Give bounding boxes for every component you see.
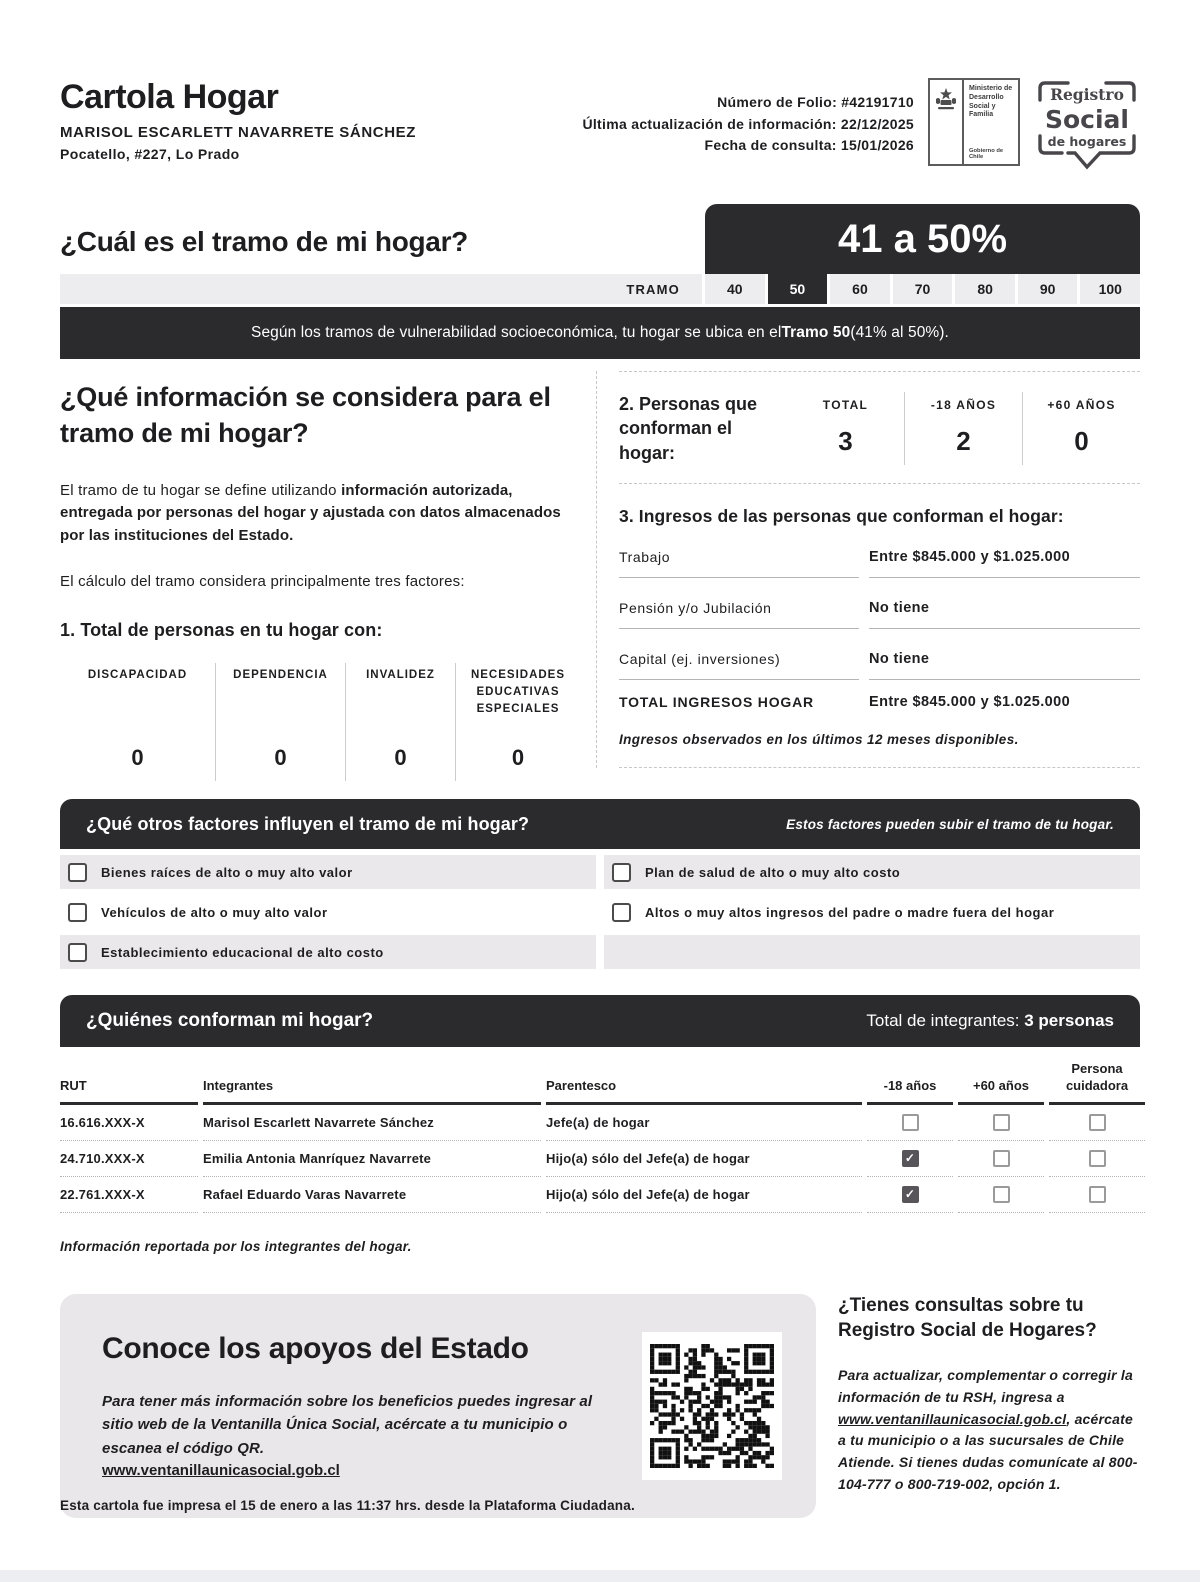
member-over60-cell — [958, 1177, 1044, 1213]
member-rut: 16.616.XXX-X — [60, 1105, 198, 1141]
member-over60-cell — [958, 1105, 1044, 1141]
tramo-range-badge: 41 a 50% — [705, 204, 1140, 274]
members-heading: ¿Quiénes conforman mi hogar? — [86, 1010, 374, 1032]
checkbox-under18[interactable] — [902, 1186, 919, 1203]
header — [60, 78, 1140, 174]
member-under18-cell — [867, 1141, 953, 1177]
income-total-value: Entre $845.000 y $1.025.000 — [869, 693, 1071, 710]
folio-number: Número de Folio: #42191710 — [717, 94, 914, 110]
contact-heading: ¿Tienes consultas sobre tu Registro Social de Hogares? — [838, 1294, 1097, 1341]
stat-label: +60 AÑOS — [1047, 398, 1116, 412]
members-total-prefix: Total de integrantes: — [866, 1011, 1025, 1031]
factor-item-label: Establecimiento educacional de alto costo — [101, 944, 384, 960]
tramo-scale-cells — [705, 274, 1140, 304]
income-value: Entre $845.000 y $1.025.000 — [869, 541, 1140, 578]
tramo-cell-80: 80 — [955, 274, 1015, 304]
last-update: Última actualización de información: 22/12/2025 — [582, 115, 914, 132]
banner-text-prefix: Según los tramos de vulnerabilidad socioeconómica, tu hogar se ubica en el — [251, 324, 782, 341]
supports-link[interactable]: www.ventanillaunicasocial.gob.cl — [102, 1461, 340, 1479]
factor-value: 0 — [274, 745, 287, 771]
tramo-cell-60: 60 — [830, 274, 890, 304]
factor-item-label: Plan de salud de alto o muy alto costo — [645, 864, 901, 880]
col-header-over60: +60 años — [958, 1047, 1044, 1105]
tramo-cell-100: 100 — [1080, 274, 1140, 304]
stat-label: TOTAL — [822, 398, 869, 412]
tramo-cell-70: 70 — [893, 274, 953, 304]
members-note: Información reportada por los integrantes del hogar. — [60, 1238, 412, 1254]
other-factors-heading: ¿Qué otros factores influyen el tramo de mi hogar? — [86, 813, 530, 834]
info-heading: ¿Qué información se considera para el tramo de mi hogar? — [60, 382, 551, 449]
page-title: Cartola Hogar — [60, 78, 279, 116]
income-row-pension — [619, 592, 1140, 629]
stat-value: 0 — [1074, 426, 1089, 456]
member-under18-cell — [867, 1105, 953, 1141]
contact-paragraph — [838, 1365, 1140, 1495]
income-row-capital — [619, 643, 1140, 680]
col-header-rut: RUT — [60, 1047, 198, 1105]
income-label: Capital (ej. inversiones) — [619, 643, 859, 680]
factor-item-label: Altos o muy altos ingresos del padre o madre fuera del hogar — [645, 904, 1055, 920]
info-paragraph-normal: El tramo de tu hogar se define utilizando — [60, 481, 342, 499]
checkbox-under18[interactable] — [902, 1114, 919, 1131]
info-column-right — [596, 371, 1140, 768]
factor-necesidades-educativas — [455, 663, 580, 781]
registro-social-logo — [1034, 78, 1140, 174]
income-total-row — [619, 686, 1140, 722]
factor-value: 0 — [511, 745, 525, 771]
member-name: Marisol Escarlett Navarrete Sánchez — [203, 1105, 541, 1141]
tramo-cell-40: 40 — [705, 274, 765, 304]
tramo-section — [60, 204, 1140, 274]
folio-meta — [582, 78, 914, 157]
checkbox-caregiver[interactable] — [1089, 1150, 1106, 1167]
svg-text:de hogares: de hogares — [1047, 134, 1127, 149]
bottom-section — [60, 1294, 1140, 1518]
qr-code — [642, 1332, 782, 1480]
stat-value: 3 — [838, 426, 853, 456]
member-rut: 22.761.XXX-X — [60, 1177, 198, 1213]
income-section — [619, 484, 1140, 768]
income-total-label: TOTAL INGRESOS HOGAR — [619, 693, 814, 710]
supports-heading: Conoce los apoyos del Estado — [102, 1332, 529, 1365]
contact-text-after: , acércate a tu municipio o a las sucursales de Chile Atiende. Si tienes dudas comunícate al 800-104-777 o 800-719-002, opción 1. — [838, 1410, 1138, 1492]
members-header — [60, 995, 1140, 1047]
factor-item-vehiculos — [60, 895, 596, 929]
ministry-name: Ministerio de Desarrollo Social y Familia — [969, 85, 1013, 119]
gobierno-de-chile-label: Gobierno de Chile — [969, 148, 1004, 160]
chile-coat-of-arms-icon — [930, 80, 964, 164]
supports-text-block — [102, 1332, 642, 1480]
factor-label: INVALIDEZ — [366, 669, 435, 682]
other-factors-subheading: Estos factores pueden subir el tramo de tu hogar. — [786, 816, 1114, 832]
col-header-integrantes: Integrantes — [203, 1047, 541, 1105]
factor-dependencia — [215, 663, 345, 781]
stat-label: -18 AÑOS — [930, 398, 997, 412]
tramo-banner — [60, 307, 1140, 359]
income-label: Pensión y/o Jubilación — [619, 592, 859, 629]
ministry-logo-text-block — [964, 80, 1018, 164]
checkbox-caregiver[interactable] — [1089, 1186, 1106, 1203]
tramo-cell-50-selected: 50 — [768, 274, 828, 304]
income-heading: 3. Ingresos de las personas que conforman el hogar: — [619, 505, 1064, 526]
income-row-trabajo — [619, 541, 1140, 578]
supports-card — [60, 1294, 816, 1518]
income-value: No tiene — [869, 643, 1140, 680]
member-relation: Hijo(a) sólo del Jefe(a) de hogar — [546, 1177, 862, 1213]
members-total-count: 3 personas — [1024, 1011, 1114, 1031]
checkbox-over60[interactable] — [993, 1114, 1010, 1131]
member-caregiver-cell — [1049, 1141, 1145, 1177]
tramo-question: ¿Cuál es el tramo de mi hogar? — [60, 226, 468, 257]
stat-over-60 — [1022, 392, 1140, 465]
factor-value: 0 — [394, 745, 407, 771]
member-relation: Jefe(a) de hogar — [546, 1105, 862, 1141]
bottom-gray-bar — [0, 1570, 1200, 1582]
banner-text-suffix: (41% al 50%). — [850, 324, 949, 341]
col-header-cuidadora: Persona cuidadora — [1049, 1047, 1145, 1105]
banner-text-bold: Tramo 50 — [781, 324, 851, 341]
stat-total — [787, 392, 904, 465]
income-note: Ingresos observados en los últimos 12 meses disponibles. — [619, 731, 1019, 747]
header-left — [60, 78, 416, 162]
checkbox-bienes-raices[interactable] — [68, 863, 87, 882]
member-caregiver-cell — [1049, 1105, 1145, 1141]
print-footer-note: Esta cartola fue impresa el 15 de enero a las 11:37 hrs. desde la Plataforma Ciudadana. — [60, 1498, 635, 1513]
stat-value: 2 — [956, 426, 971, 456]
member-name: Rafael Eduardo Varas Navarrete — [203, 1177, 541, 1213]
info-columns — [60, 371, 1140, 781]
checkbox-caregiver[interactable] — [1089, 1114, 1106, 1131]
svg-text:Registro: Registro — [1050, 85, 1124, 104]
checkbox-under18[interactable] — [902, 1150, 919, 1167]
ministry-logo — [928, 78, 1020, 166]
factor-item-bienes-raices — [60, 855, 596, 889]
disability-factors-grid — [60, 663, 580, 781]
members-table — [60, 1047, 1140, 1213]
member-over60-cell — [958, 1141, 1044, 1177]
checkbox-establecimiento[interactable] — [68, 943, 87, 962]
household-counts-section — [619, 371, 1140, 484]
income-label: Trabajo — [619, 541, 859, 578]
factor-item-plan-salud — [604, 855, 1140, 889]
holder-name: MARISOL ESCARLETT NAVARRETE SÁNCHEZ — [60, 124, 417, 141]
contact-block — [838, 1294, 1140, 1496]
info-paragraph — [60, 480, 580, 548]
factor-label: NECESIDADES EDUCATIVAS ESPECIALES — [470, 669, 566, 715]
factor-invalidez — [345, 663, 455, 781]
tramo-scale — [60, 274, 1140, 304]
info-column-left — [60, 371, 580, 781]
contact-text-before: Para actualizar, complementar o corregir la información de tu RSH, ingresa a — [838, 1367, 1133, 1405]
members-section — [60, 995, 1140, 1254]
factor-1-heading: 1. Total de personas en tu hogar con: — [60, 620, 383, 641]
tramo-scale-label: TRAMO — [60, 274, 702, 304]
other-factors-header — [60, 799, 1140, 849]
factor-value: 0 — [131, 745, 144, 771]
factor-item-label: Bienes raíces de alto o muy alto valor — [101, 864, 353, 880]
member-under18-cell — [867, 1177, 953, 1213]
checkbox-altos-ingresos[interactable] — [612, 903, 631, 922]
checkbox-over60[interactable] — [993, 1186, 1010, 1203]
member-name: Emilia Antonia Manríquez Navarrete — [203, 1141, 541, 1177]
factor-item-label: Vehículos de alto o muy alto valor — [101, 904, 328, 920]
checkbox-plan-salud[interactable] — [612, 863, 631, 882]
other-factors-section — [60, 799, 1140, 969]
member-caregiver-cell — [1049, 1177, 1145, 1213]
info-paragraph-2: El cálculo del tramo considera principalmente tres factores: — [60, 573, 465, 591]
svg-text:Social: Social — [1044, 105, 1130, 134]
factor-label: DISCAPACIDAD — [87, 669, 188, 682]
household-counts-heading: 2. Personas que conforman el hogar: — [619, 394, 758, 463]
consult-date: Fecha de consulta: 15/01/2026 — [704, 137, 914, 154]
factor-item-empty — [604, 935, 1140, 969]
stat-under-18 — [904, 392, 1022, 465]
factor-item-altos-ingresos — [604, 895, 1140, 929]
factor-item-establecimiento — [60, 935, 596, 969]
col-header-under18: -18 años — [867, 1047, 953, 1105]
member-rut: 24.710.XXX-X — [60, 1141, 198, 1177]
income-value: No tiene — [869, 592, 1140, 629]
checkbox-vehiculos[interactable] — [68, 903, 87, 922]
tramo-cell-90: 90 — [1018, 274, 1078, 304]
factor-discapacidad — [60, 663, 215, 781]
members-total — [866, 1011, 1114, 1031]
member-relation: Hijo(a) sólo del Jefe(a) de hogar — [546, 1141, 862, 1177]
col-header-parentesco: Parentesco — [546, 1047, 862, 1105]
info-paragraph-bold: información autorizada, entregada por personas del hogar y ajustada con datos almacenados por las instituciones del Estado. — [60, 481, 561, 544]
header-right — [582, 78, 1140, 174]
other-factors-grid — [60, 855, 1140, 969]
checkbox-over60[interactable] — [993, 1150, 1010, 1167]
factor-label: DEPENDENCIA — [233, 669, 328, 682]
holder-address: Pocatello, #227, Lo Prado — [60, 146, 240, 162]
contact-link[interactable]: www.ventanillaunicasocial.gob.cl — [838, 1410, 1067, 1427]
supports-paragraph: Para tener más información sobre los beneficios puedes ingresar al sitio web de la Ventanilla Única Social, acércate a tu municipio o escanea el código QR. — [102, 1393, 593, 1457]
